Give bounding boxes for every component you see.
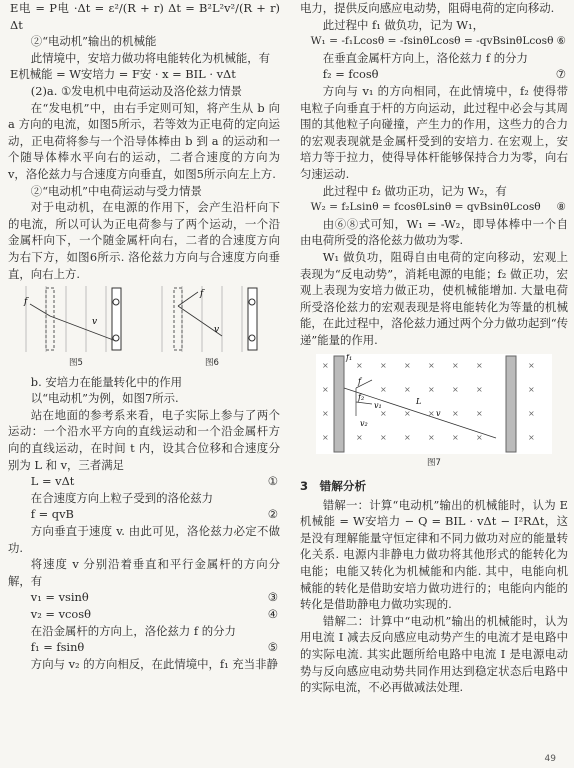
svg-text:×: × bbox=[476, 433, 483, 443]
figure-5-6 bbox=[8, 286, 280, 372]
svg-text:×: × bbox=[380, 433, 387, 443]
svg-text:×: × bbox=[322, 409, 329, 419]
equation-8: W₂ = f₂Lsinθ = fcosθLsinθ = qvBsinθLcosθ ⑧ bbox=[310, 201, 566, 214]
svg-text:f: f bbox=[358, 377, 361, 387]
svg-text:×: × bbox=[322, 361, 329, 371]
svg-text:×: × bbox=[322, 385, 329, 395]
paragraph: 以“电动机”为例，如图7所示. bbox=[30, 391, 179, 406]
svg-text:×: × bbox=[528, 433, 535, 443]
paragraph-energy-transfer: W₁ 做负功，阻碍自由电荷的定向移动，宏观上表现为“反电动势”，消耗电源的电能；f₂ 做正功，宏观上表现为安培力做正功，使机械能增加. 大量电荷所受洛伦兹力的宏观表现是将电能转化为等量的机械能，在此过程中，洛伦兹力通过两个分力做功起到“传递”能量的作用. bbox=[300, 249, 568, 347]
svg-text:f: f bbox=[24, 297, 28, 308]
svg-text:×: × bbox=[404, 385, 411, 395]
paragraph-motor: 对于电动机，在电源的作用下，会产生沿杆向下的电流，所以可认为正电荷参与了两个运动，一个沿金属杆向下，一个随金属杆向右，二者的合速度方向为右下方，如图6所示. 洛伦兹力方向与合速度方向垂直，向右上方. bbox=[8, 200, 280, 281]
equation-4: v₂ = vcosθ ④ bbox=[30, 607, 278, 621]
subheading-2a: (2)a. ①发电机中电荷运动及洛伦兹力情景 bbox=[30, 83, 243, 98]
svg-text:×: × bbox=[356, 361, 363, 371]
svg-text:×: × bbox=[528, 361, 535, 371]
svg-text:×: × bbox=[528, 409, 535, 419]
paragraph: 在沿金属杆的方向上，洛伦兹力 f 的分力 bbox=[30, 623, 236, 638]
svg-text:×: × bbox=[476, 409, 483, 419]
figure-6-caption: 图6 bbox=[205, 358, 219, 369]
paragraph: 方向垂直于速度 v. 由此可见，洛伦兹力必定不做功. bbox=[8, 524, 280, 555]
svg-text:f₁: f₁ bbox=[346, 354, 353, 363]
paragraph: 方向与 v₂ 的方向相反，在此情境中，f₁ 充当非静 bbox=[30, 656, 278, 671]
svg-text:×: × bbox=[452, 361, 459, 371]
svg-text:×: × bbox=[528, 385, 535, 395]
subheading-motor-output: ②“电动机”输出的机械能 bbox=[30, 34, 157, 49]
svg-text:×: × bbox=[356, 433, 363, 443]
svg-text:×: × bbox=[428, 385, 435, 395]
figure-5-caption: 图5 bbox=[69, 358, 83, 369]
paragraph-generator: 在“发电机”中，由右手定则可知，将产生从 b 向 a 方向的电流，如图5所示，若等效为正电荷的定向运动，正电荷将参与一个沿导体棒由 b 到 a 的运动和一个随导体棒水平向右的运动，二者合速度的方向为 v，洛伦兹力与合速度方向垂直，如图5所示向左上方. bbox=[8, 100, 280, 181]
svg-text:×: × bbox=[428, 433, 435, 443]
svg-text:v: v bbox=[92, 317, 98, 328]
svg-text:×: × bbox=[404, 433, 411, 443]
svg-text:×: × bbox=[404, 409, 411, 419]
svg-text:×: × bbox=[380, 361, 387, 371]
paragraph-error-2: 错解二：计算中“电动机”输出的机械能时，认为用电流 I 减去反向感应电动势产生的电流才是电路中的实际电流. 其实此题所给电路中电流 I 是电源电动势与反向感应电动势共同作用达到稳定状态后电路中的实际电流，不必再做减法处理. bbox=[300, 613, 568, 695]
svg-text:f: f bbox=[200, 289, 204, 300]
svg-text:v: v bbox=[214, 325, 220, 336]
svg-text:×: × bbox=[476, 385, 483, 395]
paragraph-error-1: 错解一：计算“电动机”输出的机械能时，认为 E机械能 = W安培力 − Q = BIL · vΔt − I²RΔt，这是没有理解能量守恒定律和不同力做功对应的能量转化关系. 电源内非静电力做功将其他形式的能转化为电能；电能又转化为机械能和内能. 其中，电能向机械能的转化是借助安培力做功进行的；电能向内能的转化是借助静电力做功实现的. bbox=[300, 497, 568, 612]
equation-1: L = vΔt ① bbox=[30, 474, 278, 489]
paragraph: 电力，提供反向感应电动势，阻碍电荷的定向移动. bbox=[300, 1, 555, 15]
svg-text:×: × bbox=[452, 409, 459, 419]
equation-3: v₁ = vsinθ ③ bbox=[30, 590, 278, 605]
svg-text:×: × bbox=[452, 433, 459, 443]
paragraph-reference-frame: 站在地面的参考系来看，电子实际上参与了两个运动：一个沿水平方向的直线运动和一个沿金属杆方向的直线运动，在时间 t 内，设其合位移和合速度分别为 L 和 v，三者满足 bbox=[8, 407, 280, 472]
figure-6 bbox=[152, 286, 272, 372]
equation-2: f = qvB ② bbox=[30, 507, 278, 522]
svg-text:×: × bbox=[322, 433, 329, 443]
svg-text:v₂: v₂ bbox=[360, 419, 368, 429]
paragraph: 在合速度方向上粒子受到的洛伦兹力 bbox=[30, 490, 214, 505]
figure-7-diagram bbox=[316, 354, 552, 454]
paragraph: 由⑥⑧式可知，W₁ = -W₂，即导体棒中一个自由电荷所受的洛伦兹力做功为零. bbox=[300, 216, 568, 248]
paragraph: 在垂直金属杆方向上，洛伦兹力 f 的分力 bbox=[322, 50, 528, 65]
subheading-2b: b. 安培力在能量转化中的作用 bbox=[30, 374, 183, 389]
section-3-heading: 3 错解分析 bbox=[300, 479, 367, 494]
svg-text:×: × bbox=[380, 409, 387, 419]
eq-electric-energy: E电 = P电 ·Δt = ε²/(R + r) Δt = B²L²v²/(R + r) Δt bbox=[10, 1, 280, 32]
svg-text:×: × bbox=[476, 361, 483, 371]
eq-mechanical-energy: E机械能 = W安培力 = F安 · x = BIL · vΔt bbox=[10, 67, 236, 82]
svg-text:×: × bbox=[428, 409, 435, 419]
equation-7: f₂ = fcosθ ⑦ bbox=[322, 67, 566, 82]
svg-text:v: v bbox=[436, 409, 441, 419]
svg-text:f₂: f₂ bbox=[358, 393, 365, 403]
paragraph-ampere-force: 方向与 v₁ 的方向相同，在此情境中，f₂ 使得带电粒子向垂直于杆的方向运动，此过程中必会与其周围的其他粒子向碰撞，产生力的作用，这些力的合力的宏观表现就是金属杆受到的安培力. 在宏观上，安培力等于拉力，使得导体杆能够保持合力为零，向右匀速运动. bbox=[300, 83, 568, 181]
svg-text:L: L bbox=[416, 397, 422, 407]
svg-text:×: × bbox=[452, 385, 459, 395]
svg-text:×: × bbox=[404, 361, 411, 371]
svg-text:v₁: v₁ bbox=[374, 401, 382, 411]
paragraph: 此过程中 f₂ 做功正功，记为 W₂，有 bbox=[322, 183, 507, 198]
left-column bbox=[8, 0, 280, 672]
paragraph: 将速度 v 分别沿着垂直和平行金属杆的方向分解，有 bbox=[8, 557, 280, 588]
subheading-motor-charge: ②“电动机”中电荷运动与受力情景 bbox=[30, 183, 202, 198]
equation-6: W₁ = -f₁Lcosθ = -fsinθLcosθ = -qvBsinθLcosθ ⑥ bbox=[310, 35, 566, 48]
figure-7-caption: 图7 bbox=[427, 458, 441, 469]
figure-7 bbox=[300, 354, 568, 472]
figure-5-diagram bbox=[16, 286, 136, 354]
svg-text:×: × bbox=[428, 361, 435, 371]
page-number: 49 bbox=[544, 754, 556, 764]
svg-text:×: × bbox=[380, 385, 387, 395]
paragraph: 此过程中 f₁ 做负功，记为 W₁， bbox=[322, 17, 485, 32]
paragraph: 此情境中，安培力做功将电能转化为机械能，有 bbox=[30, 50, 271, 65]
right-column bbox=[300, 0, 568, 696]
figure-6-diagram bbox=[152, 286, 272, 354]
figure-5 bbox=[16, 286, 136, 372]
figure-7-box bbox=[316, 354, 552, 472]
equation-5: f₁ = fsinθ ⑤ bbox=[30, 640, 278, 655]
